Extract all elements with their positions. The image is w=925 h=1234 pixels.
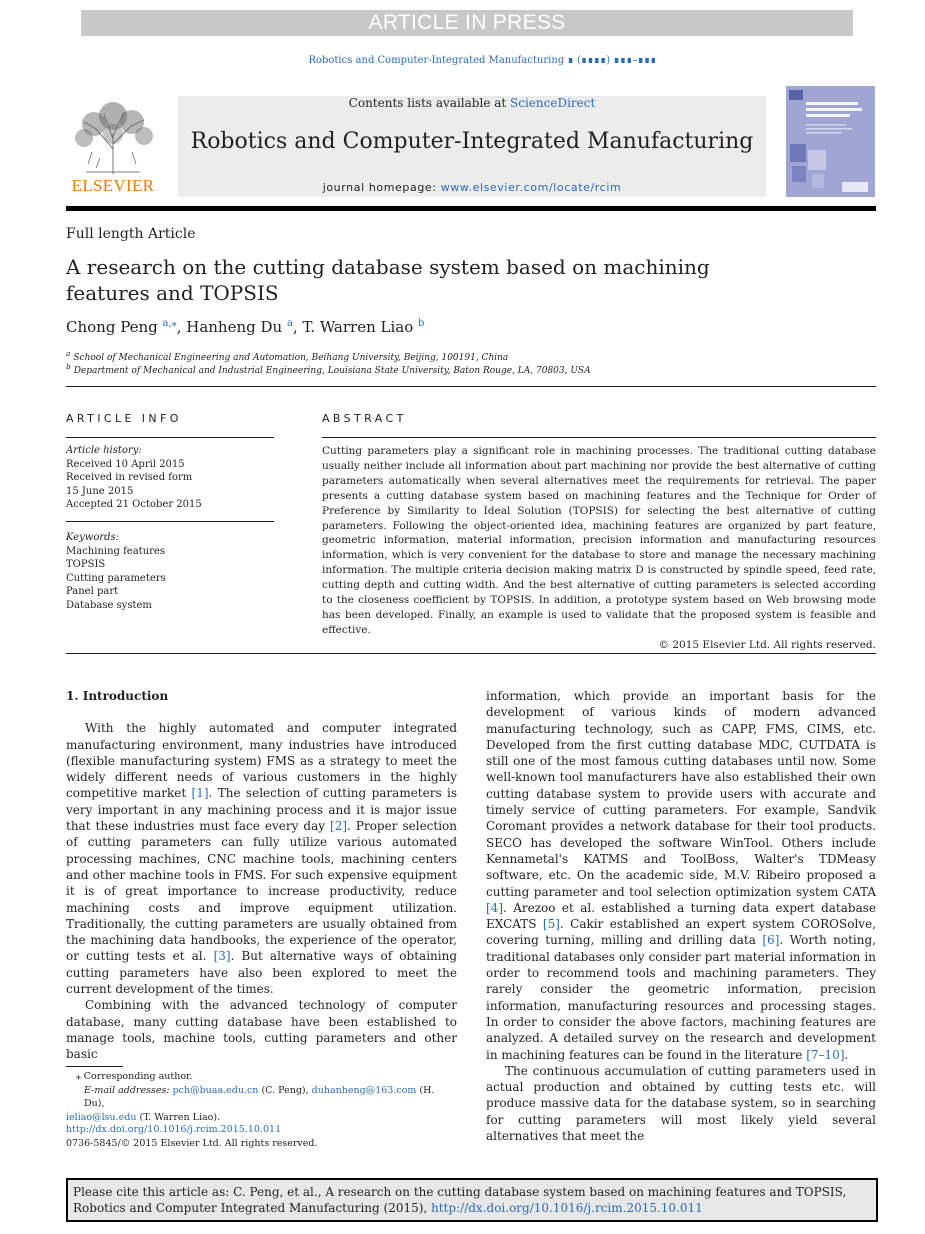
email-line (66, 1084, 457, 1111)
article-type: Full length Article (66, 226, 196, 242)
abstract-heading: ABSTRACT (322, 412, 407, 425)
divider (66, 653, 876, 654)
keyword: Database system (66, 599, 152, 611)
homepage-line (178, 181, 766, 194)
elsevier-tree-icon (66, 94, 160, 176)
keyword: TOPSIS (66, 559, 106, 570)
text-run: . Arezoo et al. established a turning data expert database EXCATS (486, 900, 876, 932)
reference-link[interactable]: [5] (542, 917, 560, 932)
paragraph: The continuous accumulation of cutting parameters used in actual production and obtained by cutting tests etc. will produce massive data for the database system, so in searching for cutting parameters will most likely yield several alternatives that meet the (486, 1063, 876, 1144)
citation-doi-link[interactable]: http://dx.doi.org/10.1016/j.rcim.2015.10.011 (431, 1201, 703, 1215)
reference-link[interactable]: [1] (191, 786, 209, 801)
email-owner: (T. Warren Liao). (136, 1111, 221, 1123)
paragraph (66, 720, 457, 997)
reference-link[interactable]: [4] (486, 900, 503, 915)
reference-link[interactable]: [3] (213, 949, 231, 964)
email-link[interactable]: ieliao@lsu.edu (66, 1111, 137, 1123)
homepage-link[interactable]: www.elsevier.com/locate/rcim (440, 181, 622, 194)
corresponding-author-note: ⁎ Corresponding author. (76, 1071, 193, 1082)
journal-title: Robotics and Computer-Integrated Manufacturing (190, 129, 754, 154)
reference-link[interactable]: [2] (330, 819, 348, 834)
journal-reference[interactable]: Robotics and Computer-Integrated Manufacturing ∎ (∎∎∎∎) ∎∎∎–∎∎∎ (308, 55, 657, 66)
author-affiliation-mark[interactable]: a (286, 318, 293, 329)
text-run: . (844, 1047, 849, 1062)
affiliation (66, 362, 591, 376)
contents-prefix: Contents lists available at (348, 96, 511, 110)
divider (322, 437, 876, 438)
citation-text: Please cite this article as: C. Peng, et al., A research on the cutting database system based on machining features and TOPSIS, Robotics and Computer Integrated Manufacturing (2015), (73, 1185, 847, 1215)
history-item: 15 June 2015 (66, 485, 134, 497)
section-heading: 1. Introduction (66, 689, 169, 703)
history-label: Article history: (66, 445, 142, 456)
email-link[interactable]: duhanheng@163.com (311, 1084, 417, 1096)
divider (66, 437, 274, 438)
journal-banner (178, 96, 766, 197)
affiliation-mark: b (66, 362, 71, 371)
abstract-body (322, 444, 876, 653)
affiliation-text: School of Mechanical Engineering and Automation, Beihang University, Beijing, 100191, China (73, 353, 509, 363)
footnotes (66, 1070, 457, 1124)
history-item: Accepted 21 October 2015 (66, 499, 202, 510)
elsevier-wordmark: ELSEVIER (71, 176, 155, 195)
author-separator: , (176, 318, 187, 336)
text-run: . Cakir established an expert system COROSolve, covering turning, milling and drilling data (486, 917, 876, 948)
history-item: Received in revised form (66, 472, 193, 483)
author-name: Hanheng Du (186, 318, 283, 336)
sciencedirect-link[interactable]: ScienceDirect (510, 96, 596, 110)
keyword: Panel part (66, 586, 119, 597)
text-run: With the highly automated and computer integrated manufacturing environment, many industries have introduced (flexible manufacturing system) FMS as a strategy to meet the widely different needs of various customers in the highly competitive market (66, 721, 457, 801)
journal-cover-image (786, 86, 875, 197)
doi-link[interactable]: http://dx.doi.org/10.1016/j.rcim.2015.10.011 (66, 1124, 282, 1135)
email-link[interactable]: pch@buaa.edu.cn (172, 1084, 259, 1096)
text-run: . Proper selection of cutting parameters can fully utilize various automated processing machines, CNC machine tools, machining centers and other machine tools in FMS. For such expensive equipment it is of great importance to increase productivity, reduce machining costs and improve equipment utilization. Traditionally, the cutting parameters are usually obtained from the machining data handbooks, the experience of the operator, or cutting tests et al. (66, 819, 458, 964)
author-affiliation-mark[interactable]: b (418, 318, 425, 329)
divider (66, 521, 274, 522)
text-run: information, which provide an important basis for the development of various kinds of modern advanced manufacturing technology, such as CAPP, FMS, CIMS, etc. Developed from the first cutting database MDC, CUTDATA is still one of the most famous cutting databases until now. Some well-known tool manufacturers have also established their own cutting database system to provide users with accurate and timely service of cutting parameters. For example, Sandvik Coromant provides a network database for their tool products. SECO has developed the software WinTool. Others include Kennametal's KATMS and ToolBoss, Walter's TDMeasy software, etc. On the academic side, M.V. Ribeiro proposed a cutting parameter and tool selection optimization system CATA (486, 689, 876, 899)
author-list (66, 318, 424, 336)
homepage-prefix: journal homepage: (322, 181, 441, 194)
body-column-right (486, 688, 876, 1144)
keyword: Cutting parameters (66, 572, 166, 584)
author-separator: , (292, 318, 303, 336)
footnote-rule (66, 1066, 123, 1067)
article-in-press-banner: ARTICLE IN PRESS (81, 10, 853, 36)
article-info-heading: ARTICLE INFO (66, 412, 182, 425)
email-label: E-mail addresses: (84, 1084, 173, 1096)
text-run: . Worth noting, traditional databases only consider part material information in order to recommend tools and machining parameters. They rarely consider the geometric information, precision information, manufacturing resources and processing stages. In order to consider the above factors, machining features are analyzed. A detailed survey on the research and development in machining features can be found in the literature (486, 933, 876, 1062)
doi-block (66, 1123, 466, 1150)
reference-link[interactable]: [7–10] (806, 1047, 845, 1062)
history-item: Received 10 April 2015 (66, 458, 185, 470)
affiliation (66, 349, 508, 363)
body-column-left (66, 688, 457, 1063)
affiliation-text: Department of Mechanical and Industrial Engineering, Louisiana State University, Baton Rouge, LA, 70803, USA (73, 366, 591, 376)
issn-line: 0736-5845/© 2015 Elsevier Ltd. All rights reserved. (66, 1137, 318, 1149)
keyword: Machining features (66, 545, 165, 557)
author-affiliation-mark[interactable]: a,⁎ (162, 318, 177, 329)
author-name: T. Warren Liao (302, 318, 414, 336)
article-title: A research on the cutting database system based on machining features and TOPSIS (66, 255, 710, 305)
abstract-text: Cutting parameters play a significant role in machining processes. The traditional cutting database usually neither include all information about part machining nor provide the best alternative of cutting parameters automatically when several alternatives meet the requirements for retrieval. The paper presents a cutting database system based on machining features and the Technique for Order of Preference by Similarity to Ideal Solution (TOPSIS) for selecting the best alternative of cutting parameters. Following the object-oriented idea, machining features are organized by part feature, geometric information, material information, precision information and manufacturing resources information, which is very convenient for the database to store and manage the necessary machining information. The multiple criteria decision making matrix D is constructed by spindle speed, feed rate, cutting depth and cutting width. And the best alternative of cutting parameters is selected according to the closeness coefficient by TOPSIS. In addition, a prototype system based on Web browsing mode has been developed. Finally, an example is used to validate that the proposed system is feasible and effective. (322, 445, 876, 636)
paragraph: Combining with the advanced technology of computer database, many cutting database have been established to manage tools, machine tools, cutting parameters and other basic (66, 998, 457, 1062)
paragraph (486, 688, 876, 1063)
divider (66, 386, 876, 387)
text-run: . The selection of cutting parameters is very important in any machining process and it is major issue that these industries must face every day (66, 786, 457, 834)
contents-line (178, 96, 766, 110)
affiliation-mark: a (66, 349, 71, 358)
keywords-label: Keywords: (66, 532, 120, 543)
email-owner: (H. Du), (84, 1084, 435, 1109)
header-rule (66, 206, 876, 211)
text-run: . But alternative ways of obtaining cutting parameters have also been explored to meet the current development of the times. (66, 949, 458, 997)
article-history (66, 444, 274, 512)
keywords (66, 531, 274, 612)
cover-art-icon (786, 86, 875, 197)
copyright-line: © 2015 Elsevier Ltd. All rights reserved. (658, 638, 876, 651)
email-line (66, 1111, 457, 1125)
citation-box (66, 1178, 878, 1222)
reference-link[interactable]: [6] (762, 933, 780, 948)
elsevier-logo (66, 94, 160, 198)
email-owner: (C. Peng), (258, 1084, 312, 1096)
author-name: Chong Peng (66, 318, 158, 336)
